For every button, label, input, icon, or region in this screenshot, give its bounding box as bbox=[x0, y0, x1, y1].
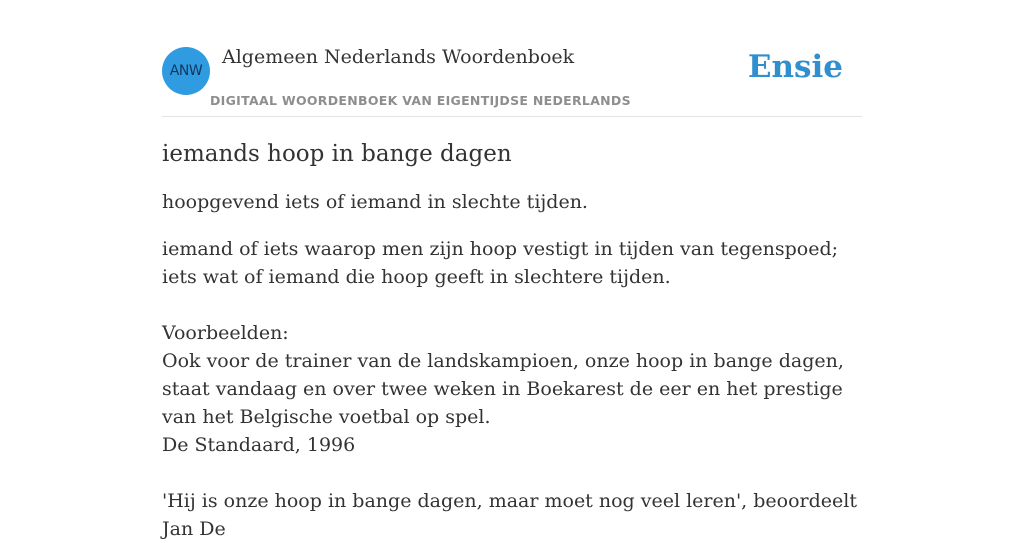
entry-summary: hoopgevend iets of iemand in slechte tijden. bbox=[162, 191, 588, 213]
spacer bbox=[162, 459, 862, 487]
entry-title: iemands hoop in bange dagen bbox=[162, 141, 512, 167]
ensie-brand-link[interactable]: Ensie bbox=[747, 49, 843, 85]
entry-definition: iemand of iets waarop men zijn hoop vestigt in tijden van tegenspoed; iets wat of iemand die hoop geeft in slechtere tijden. bbox=[162, 238, 839, 288]
example-source: De Standaard, 1996 bbox=[162, 434, 356, 456]
example-text: Ook voor de trainer van de landskampioen, onze hoop in bange dagen, staat vandaag en over twee weken in Boekarest de eer en het prestige van het Belgische voetbal op spel. bbox=[162, 350, 844, 428]
site-header bbox=[162, 0, 862, 117]
logo-text: ANW bbox=[169, 63, 203, 79]
example-text: 'Hij is onze hoop in bange dagen, maar moet nog veel leren', beoordeelt Jan De bbox=[162, 490, 857, 540]
site-subtitle: DIGITAAL WOORDENBOEK VAN EIGENTIJDSE NEDERLANDS bbox=[210, 93, 631, 108]
entry-content bbox=[162, 138, 862, 543]
site-title[interactable]: Algemeen Nederlands Woordenboek bbox=[222, 46, 575, 68]
spacer bbox=[162, 291, 862, 319]
examples-label: Voorbeelden: bbox=[162, 322, 289, 344]
anw-logo[interactable] bbox=[162, 47, 210, 95]
